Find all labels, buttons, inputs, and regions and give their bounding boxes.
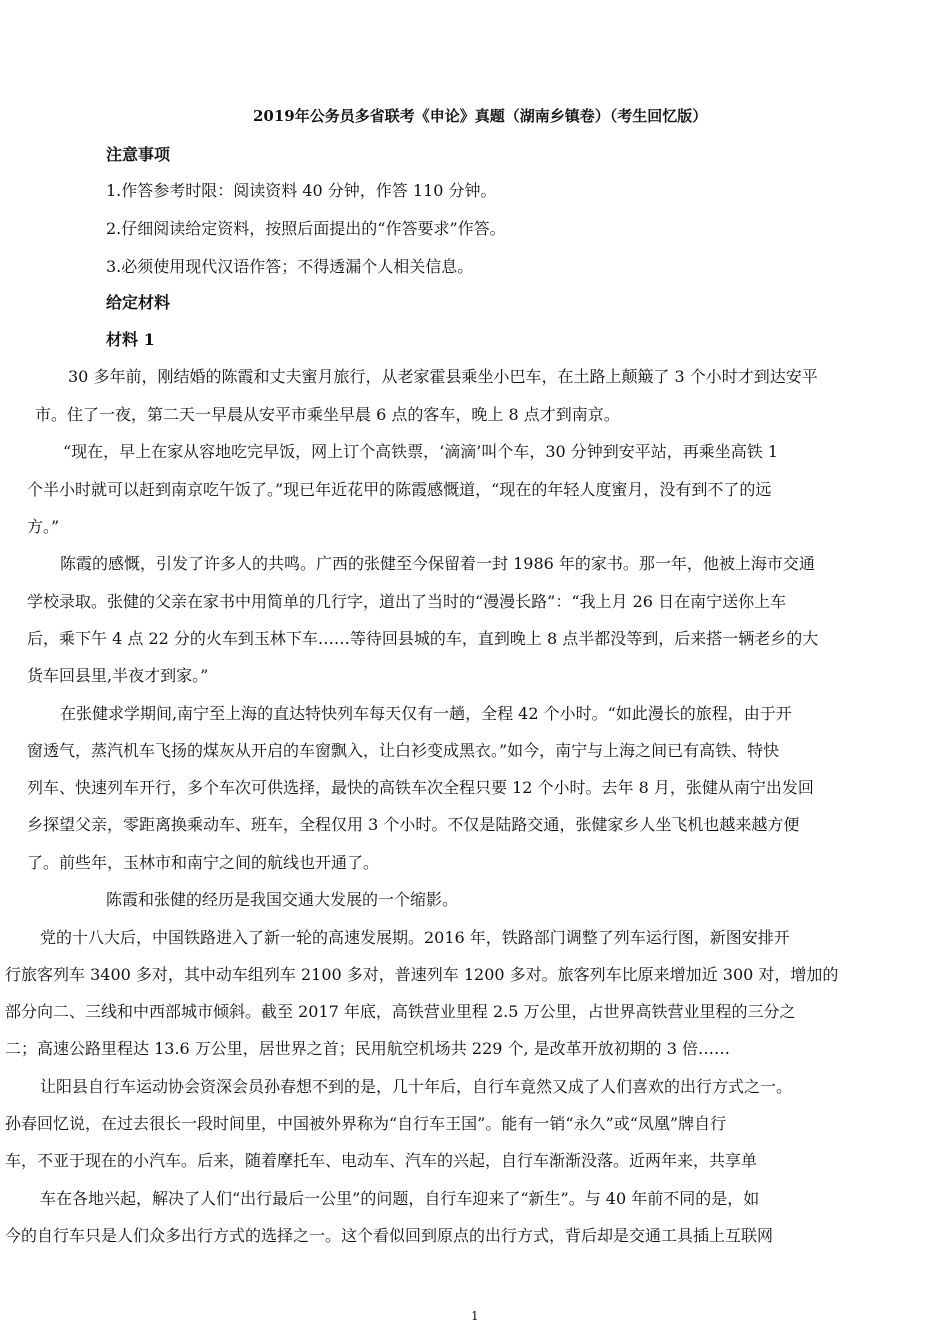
notice-item: 1.作答参考时限：阅读资料 40 分钟，作答 110 分钟。 — [106, 181, 497, 200]
body-line: 孙春回忆说，在过去很长一段时间里，中国被外界称为“自行车王国”。能有一销“永久”或“凤凰”牌自行 — [5, 1114, 727, 1133]
body-line: 陈霞的感慨，引发了许多人的共鸣。广西的张健至今保留着一封 1986 年的家书。那一年，他被上海市交通 — [60, 554, 815, 573]
page-number: 1 — [471, 1309, 479, 1323]
body-line: 让阳县自行车运动协会资深会员孙春想不到的是，几十年后，自行车竟然又成了人们喜欢的出行方式之一。 — [40, 1077, 793, 1096]
body-line: 车，不亚于现在的小汽车。后来，随着摩托车、电动车、汽车的兴起，自行车渐渐没落。近两年来，共享单 — [5, 1151, 758, 1170]
body-line: 窗透气，蒸汽机车飞扬的煤灰从开启的车窗飘入，让白衫变成黑衣。”如今，南宁与上海之间已有高铁、特快 — [27, 741, 780, 760]
body-line: 了。前些年，玉林市和南宁之间的航线也开通了。 — [27, 853, 380, 872]
document-title: 2019年公务员多省联考《申论》真题（湖南乡镇卷）（考生回忆版） — [253, 107, 708, 125]
given-materials-heading: 给定材料 — [106, 293, 171, 312]
body-line: 二；高速公路里程达 13.6 万公里，居世界之首；民用航空机场共 229 个, 是改革开放初期的 3 倍…… — [5, 1039, 731, 1058]
body-line: 乡探望父亲，零距离换乘动车、班车，全程仅用 3 个小时。不仅是陆路交通，张健家乡人坐飞机也越来越方便 — [27, 815, 800, 834]
body-line: 列车、快速列车开行，多个车次可供选择，最快的高铁车次全程只要 12 个小时。去年 8 月，张健从南宁出发回 — [27, 778, 814, 797]
body-line: 学校录取。张健的父亲在家书中用简单的几行字，道出了当时的“漫漫长路”：“我上月 26 日在南宁送你上车 — [27, 592, 787, 611]
body-line: 在张健求学期间,南宁至上海的直达特快列车每天仅有一趟，全程 42 个小时。“如此漫长的旅程，由于开 — [60, 704, 792, 723]
body-line: 个半小时就可以赶到南京吃午饭了。”现已年近花甲的陈霞感慨道，“现在的年轻人度蜜月，没有到不了的远 — [27, 480, 772, 499]
body-line: 方。” — [27, 517, 60, 536]
body-line: 今的自行车只是人们众多出行方式的选择之一。这个看似回到原点的出行方式，背后却是交通工具插上互联网 — [5, 1226, 774, 1245]
body-line: 陈霞和张健的经历是我国交通大发展的一个缩影。 — [106, 890, 459, 909]
notice-item: 2.仔细阅读给定资料，按照后面提出的“作答要求”作答。 — [106, 219, 506, 238]
body-line: 市。住了一夜，第二天一早晨从安平市乘坐早晨 6 点的客车，晚上 8 点才到南京。 — [35, 405, 620, 424]
material-heading: 材料 1 — [106, 330, 155, 349]
body-line: 30 多年前，刚结婚的陈霞和丈夫蜜月旅行，从老家霍县乘坐小巴车，在土路上颠簸了 3 个小时才到达安平 — [68, 367, 818, 386]
notice-heading: 注意事项 — [106, 145, 171, 164]
body-line: 党的十八大后，中国铁路进入了新一轮的高速发展期。2016 年，铁路部门调整了列车运行图，新图安排开 — [40, 928, 790, 947]
body-line: 车在各地兴起，解决了人们“出行最后一公里”的问题，自行车迎来了“新生”。与 40 年前不同的是，如 — [40, 1189, 760, 1208]
body-line: “现在，早上在家从容地吃完早饭，网上订个高铁票，‘滴滴’叫个车，30 分钟到安平站，再乘坐高铁 1 — [63, 442, 779, 461]
notice-item: 3.必须使用现代汉语作答；不得透漏个人相关信息。 — [106, 257, 474, 276]
body-line: 部分向二、三线和中西部城市倾斜。截至 2017 年底，高铁营业里程 2.5 万公里，占世界高铁营业里程的三分之 — [5, 1002, 796, 1021]
body-line: 货车回县里,半夜才到家。” — [27, 666, 209, 685]
body-line: 后，乘下午 4 点 22 分的火车到玉林下车……等待回县城的车，直到晚上 8 点半都没等到，后来搭一辆老乡的大 — [27, 629, 819, 648]
body-line: 行旅客列车 3400 多对，其中动车组列车 2100 多对，普速列车 1200 多对。旅客列车比原来增加近 300 对，增加的 — [5, 965, 839, 984]
